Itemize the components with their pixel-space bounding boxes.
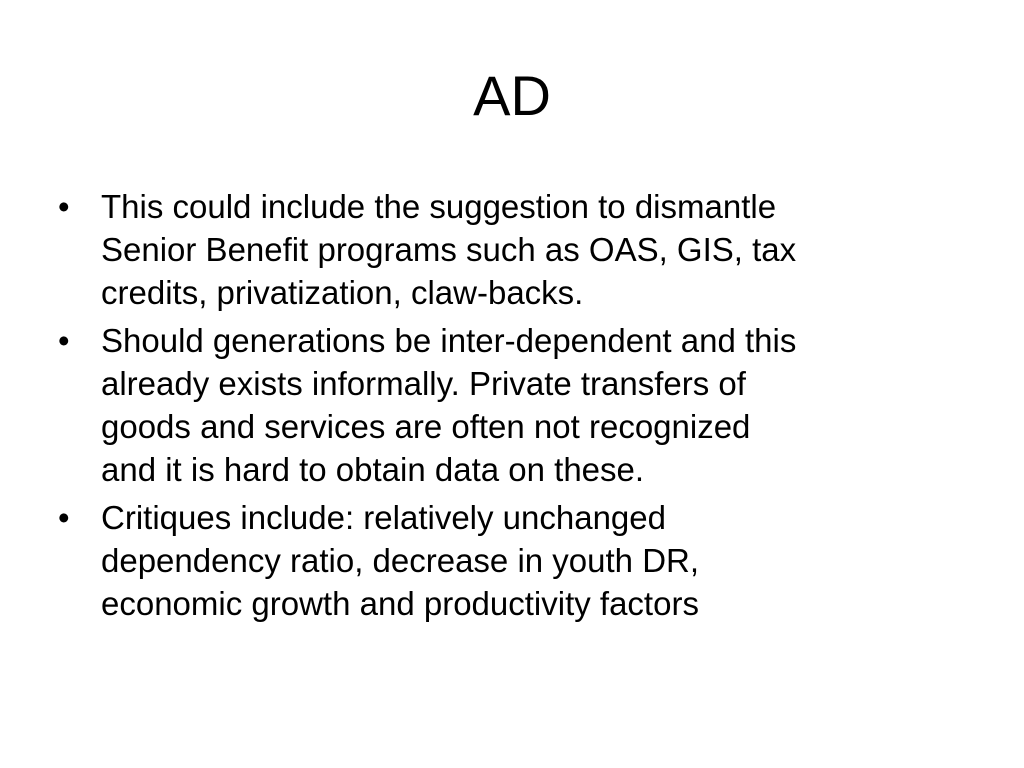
- bullet-icon: •: [58, 188, 70, 225]
- bullet-line: goods and services are often not recognized: [101, 408, 751, 445]
- bullet-line: This could include the suggestion to dismantle: [101, 188, 777, 225]
- bullet-line: credits, privatization, claw-backs.: [101, 274, 584, 311]
- bullet-line: Critiques include: relatively unchanged: [101, 499, 666, 536]
- bullet-line: Should generations be inter-dependent and this: [101, 322, 797, 359]
- bullet-item-2: [58, 319, 958, 491]
- bullet-icon: •: [58, 499, 70, 536]
- slide-title: AD: [473, 64, 551, 127]
- bullet-item-1: [58, 185, 958, 314]
- bullet-line: already exists informally. Private transfers of: [101, 365, 746, 402]
- bullet-icon: •: [58, 322, 70, 359]
- bullet-line: dependency ratio, decrease in youth DR,: [101, 542, 700, 579]
- bullet-list: [58, 185, 958, 630]
- bullet-item-3: [58, 496, 958, 625]
- bullet-line: economic growth and productivity factors: [101, 585, 699, 622]
- bullet-line: and it is hard to obtain data on these.: [101, 451, 645, 488]
- bullet-line: Senior Benefit programs such as OAS, GIS, tax: [101, 231, 797, 268]
